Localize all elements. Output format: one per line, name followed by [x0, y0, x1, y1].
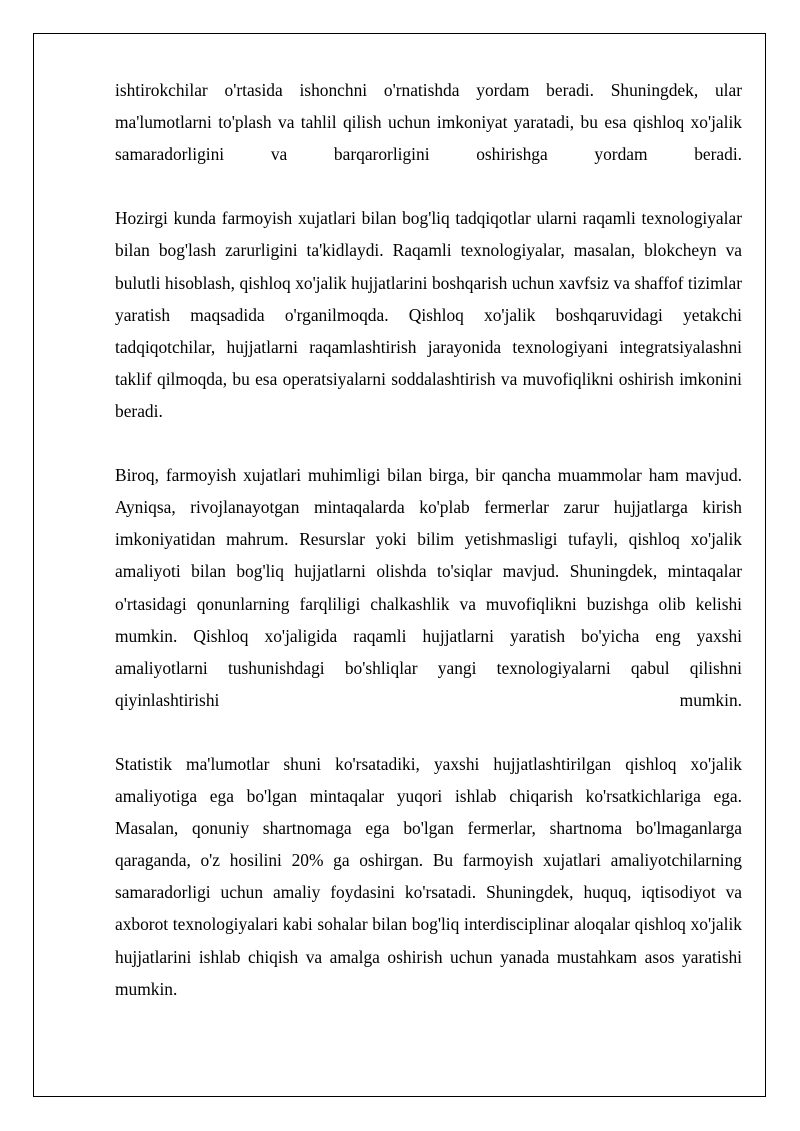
paragraph: ishtirokchilar o'rtasida ishonchni o'rnatishda yordam beradi. Shuningdek, ular ma'lumotlarni to'plash va tahlil qilish uchun imkoniyat yaratadi, bu esa qishloq xo'jalik samaradorligini va barqarorligini oshirishga yordam beradi.	[115, 80, 742, 165]
paragraph: Biroq, farmoyish xujatlari muhimligi bilan birga, bir qancha muammolar ham mavjud. Ayniqsa, rivojlanayotgan mintaqalarda ko'plab fermerlar zarur hujjatlarga kirish imkoniyatidan mahrum. Resurslar yoki bilim yetishmasligi tufayli, qishloq xo'jalik amaliyoti bilan bog'liq hujjatlarni olishda to'siqlar mavjud. Shuningdek, mintaqalar o'rtasidagi qonunlarning farqliligi chalkashlik va muvofiqlikni buzishga olib kelishi mumkin. Qishloq xo'jaligida raqamli hujjatlarni yaratish bo'yicha eng yaxshi amaliyotlarni tushunishdagi bo'shliqlar yangi texnologiyalarni qabul qilishni qiyinlashtirishi mumkin.	[115, 465, 742, 710]
document-body	[115, 74, 742, 1005]
paragraph: Hozirgi kunda farmoyish xujatlari bilan bog'liq tadqiqotlar ularni raqamli texnologiyalar bilan bog'lash zarurligini ta'kidlaydi. Raqamli texnologiyalar, masalan, blokcheyn va bulutli hisoblash, qishloq xo'jalik hujjatlarini boshqarish uchun xavfsiz va shaffof tizimlar yaratish maqsadida o'rganilmoqda. Qishloq xo'jalik boshqaruvidagi yetakchi tadqiqotchilar, hujjatlarni raqamlashtirish jarayonida texnologiyani integratsiyalashni taklif qilmoqda, bu esa operatsiyalarni soddalashtirish va muvofiqlikni oshirish imkonini beradi.	[115, 208, 742, 421]
paragraph: Statistik ma'lumotlar shuni ko'rsatadiki, yaxshi hujjatlashtirilgan qishloq xo'jalik amaliyotiga ega bo'lgan mintaqalar yuqori ishlab chiqarish ko'rsatkichlariga ega. Masalan, qonuniy shartnomaga ega bo'lgan fermerlar, shartnoma bo'lmaganlarga qaraganda, o'z hosilini 20% ga oshirgan. Bu farmoyish xujatlari amaliyotchilarning samaradorligi uchun amaliy foydasini ko'rsatadi. Shuningdek, huquq, iqtisodiyot va axborot texnologiyalari kabi sohalar bilan bog'liq interdisciplinar aloqalar qishloq xo'jalik hujjatlarini ishlab chiqish va amalga oshirish uchun yanada mustahkam asos yaratishi mumkin.	[115, 753, 742, 999]
